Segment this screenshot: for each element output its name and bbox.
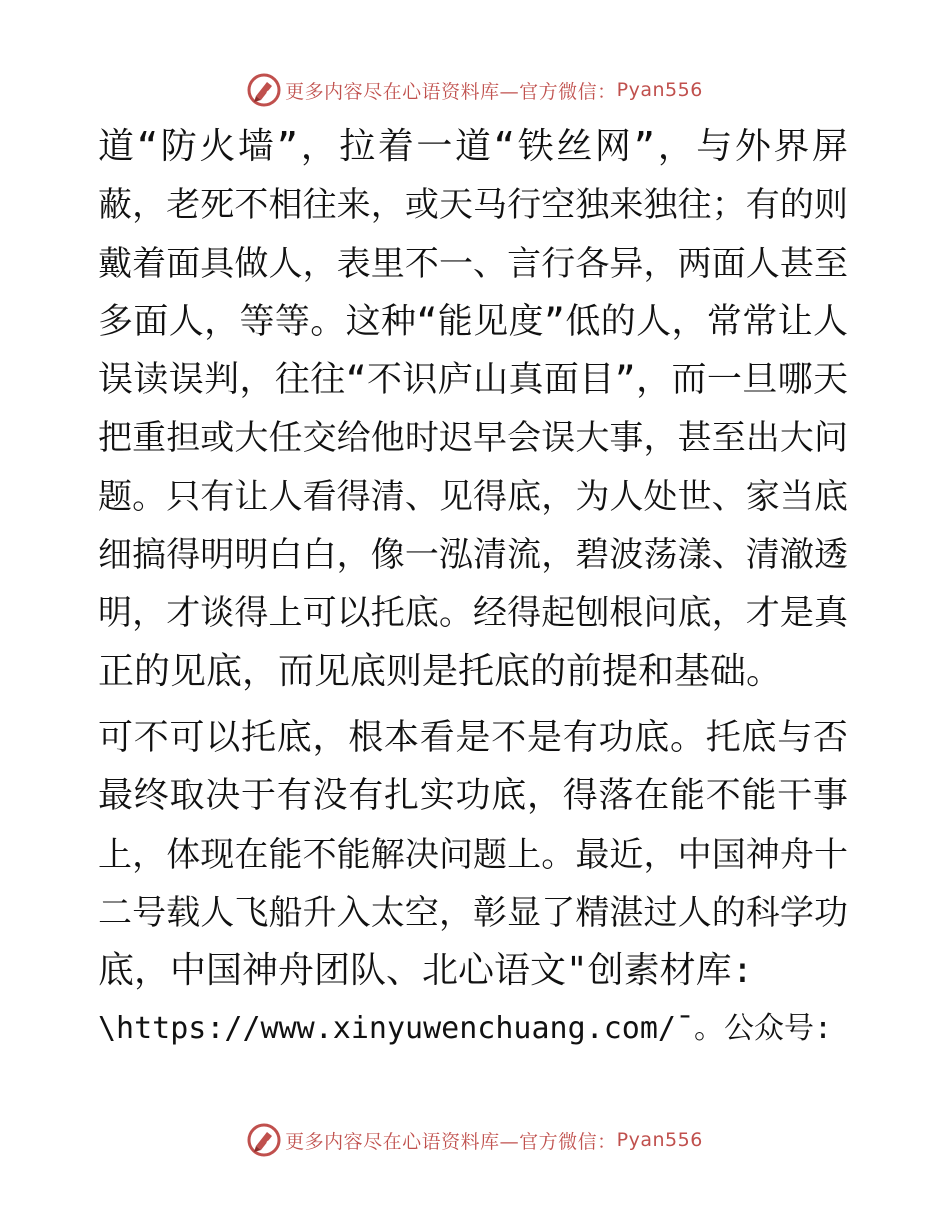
text-line: 细搞得明明白白，像一泓清流，碧波荡漾、清澈透 bbox=[98, 535, 848, 576]
watermark-wechat-id: Pyan556 bbox=[616, 1129, 703, 1151]
text-line: 明，才谈得上可以托底。经得起刨根问底，才是真 bbox=[98, 593, 848, 634]
text-line: 多面人，等等。这种“能见度”低的人，常常让人 bbox=[98, 301, 848, 342]
watermark-text: 更多内容尽在心语资料库—官方微信： bbox=[285, 1130, 617, 1153]
paragraph-2 bbox=[98, 709, 858, 1059]
text-line: 可不可以托底，根本看是不是有功底。托底与否 bbox=[98, 717, 848, 758]
header-watermark bbox=[0, 70, 950, 110]
text-line: \https://www.xinyuwenchuang.com/¯。公众号: bbox=[98, 1011, 833, 1047]
text-line: 上，体现在能不能解决问题上。最近，中国神舟十 bbox=[98, 834, 848, 875]
text-line: 最终取决于有没有扎实功底，得落在能不能干事 bbox=[98, 776, 848, 817]
text-line: 二号载人飞船升入太空，彰显了精湛过人的科学功 bbox=[98, 892, 848, 933]
text-line: 戴着面具做人，表里不一、言行各异，两面人甚至 bbox=[98, 243, 848, 284]
text-line: 正的见底，而见底则是托底的前提和基础。 bbox=[98, 650, 783, 692]
footer-watermark bbox=[0, 1120, 950, 1160]
watermark-text: 更多内容尽在心语资料库—官方微信： bbox=[285, 80, 617, 103]
pen-logo-icon bbox=[247, 73, 281, 107]
pen-logo-icon bbox=[247, 1123, 281, 1157]
text-line: 蔽，老死不相往来，或天马行空独来独往；有的则 bbox=[98, 185, 848, 226]
text-line: 题。只有让人看得清、见得底，为人处世、家当底 bbox=[98, 476, 848, 517]
document-body bbox=[98, 118, 858, 1059]
watermark-wechat-id: Pyan556 bbox=[616, 79, 703, 101]
text-line: 误读误判，往往“不识庐山真面目”，而一旦哪天 bbox=[98, 360, 848, 401]
paragraph-1 bbox=[98, 118, 858, 701]
text-line: 底，中国神舟团队、北心语文"创素材库: bbox=[98, 950, 754, 992]
text-line: 道“防火墙”，拉着一道“铁丝网”，与外界屏 bbox=[98, 126, 848, 167]
text-line: 把重担或大任交给他时迟早会误大事，甚至出大问 bbox=[98, 418, 848, 459]
